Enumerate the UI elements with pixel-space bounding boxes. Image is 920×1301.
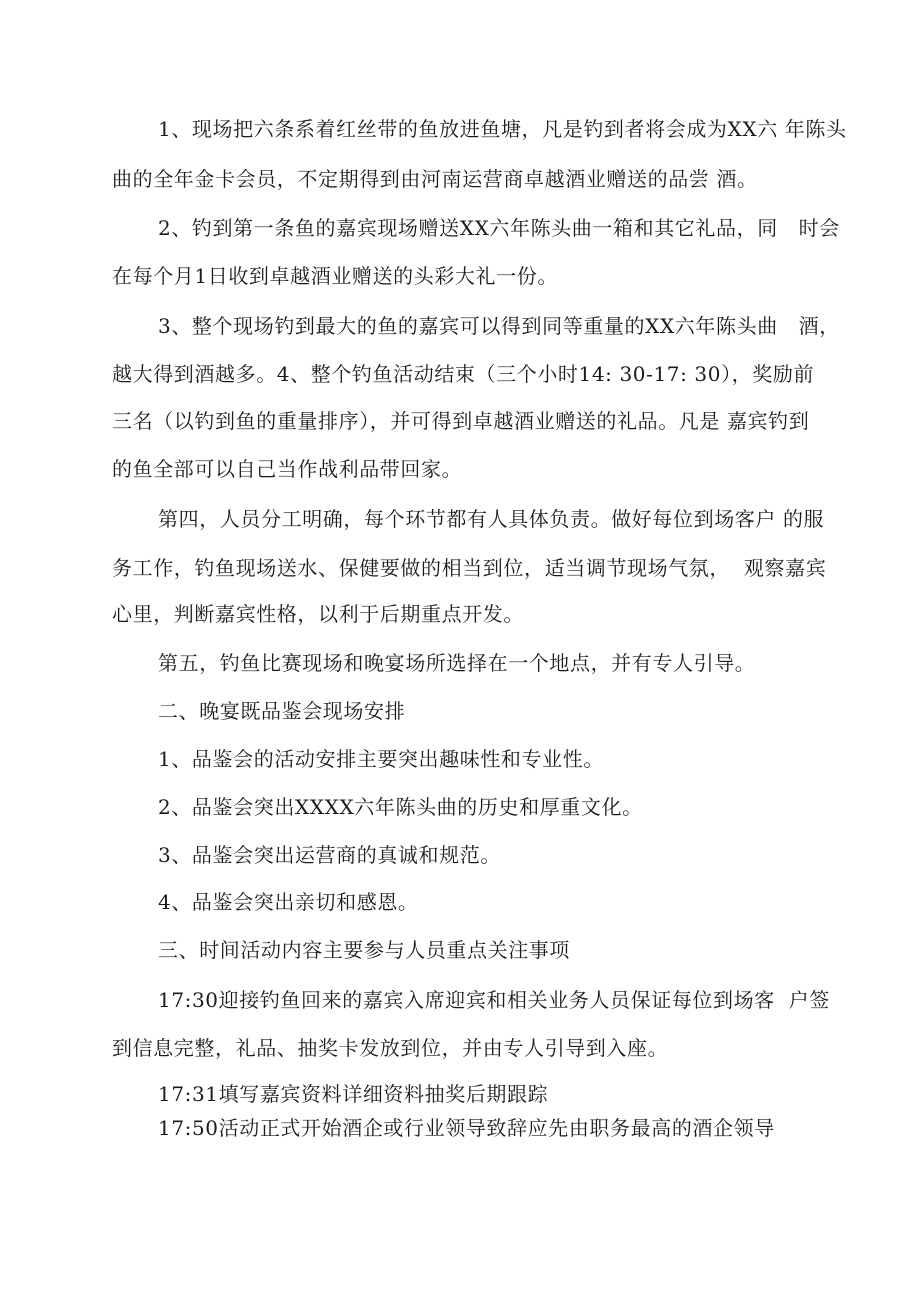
paragraph-line: 务工作，钓鱼现场送水、保健要做的相当到位，适当调节现场气氛， 观察嘉宾: [112, 556, 827, 580]
schedule-line: 17:31填写嘉宾资料详细资料抽奖后期跟踪: [158, 1082, 549, 1106]
schedule-line: 17:30迎接钓鱼回来的嘉宾入席迎宾和相关业务人员保证每位到场客 户签: [158, 988, 830, 1012]
paragraph-line: 在每个月1日收到卓越酒业赠送的头彩大礼一份。: [112, 264, 558, 288]
paragraph-line: 的鱼全部可以自己当作战利品带回家。: [112, 457, 463, 481]
paragraph-line: 1、现场把六条系着红丝带的鱼放进鱼塘，凡是钓到者将会成为XX六 年陈头: [158, 117, 847, 141]
paragraph-line: 第四，人员分工明确，每个环节都有人具体负责。做好每位到场客户 的服: [158, 507, 825, 531]
section-heading: 二、晚宴既品鉴会现场安排: [158, 699, 406, 723]
section-heading: 三、时间活动内容主要参与人员重点关注事项: [158, 938, 570, 962]
list-item: 1、品鉴会的活动安排主要突出趣味性和专业性。: [158, 747, 604, 771]
paragraph-line: 心里，判断嘉宾性格，以利于后期重点开发。: [112, 602, 524, 626]
paragraph-line: 第五，钓鱼比赛现场和晚宴场所选择在一个地点，并有专人引导。: [158, 651, 756, 675]
paragraph-line: 三名（以钓到鱼的重量排序），并可得到卓越酒业赠送的礼品。凡是 嘉宾钓到: [112, 409, 810, 433]
list-item: 4、品鉴会突出亲切和感恩。: [158, 890, 419, 914]
paragraph-line: 越大得到酒越多。4、整个钓鱼活动结束（三个小时14: 30-17: 30），奖励前: [112, 362, 815, 386]
paragraph-line: 2、钓到第一条鱼的嘉宾现场赠送XX六年陈头曲一箱和其它礼品，同 时会: [158, 216, 840, 240]
paragraph-line: 3、整个现场钓到最大的鱼的嘉宾可以得到同等重量的XX六年陈头曲 酒，: [158, 314, 840, 338]
list-item: 2、品鉴会突出XXXX六年陈头曲的历史和厚重文化。: [158, 795, 643, 819]
paragraph-line: 曲的全年金卡会员，不定期得到由河南运营商卓越酒业赠送的品尝 酒。: [112, 167, 758, 191]
schedule-line: 17:50活动正式开始酒企或行业领导致辞应先由职务最高的酒企领导: [158, 1116, 775, 1140]
list-item: 3、品鉴会突出运营商的真诚和规范。: [158, 843, 501, 867]
schedule-line: 到信息完整，礼品、抽奖卡发放到位，并由专人引导到入座。: [112, 1036, 669, 1060]
